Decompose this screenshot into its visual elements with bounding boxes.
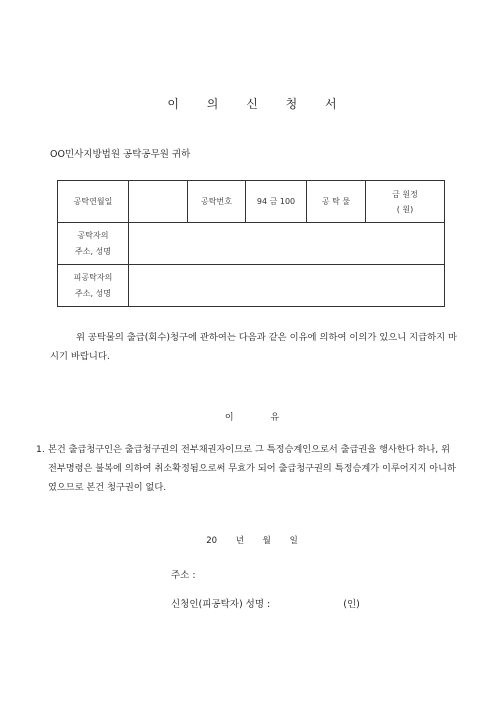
reason-heading-1: 이 bbox=[224, 413, 234, 423]
date-year: 20 bbox=[206, 536, 218, 546]
address-label: 주소 : bbox=[171, 570, 196, 581]
date-year-unit: 년 bbox=[235, 536, 244, 546]
deposit-info-table bbox=[57, 180, 445, 307]
depositee-value bbox=[129, 265, 445, 307]
document-title: 이 의 신 청 서 bbox=[167, 97, 349, 111]
depositor-label-line2: 주소, 성명 bbox=[75, 246, 111, 256]
depositee-label-line1: 피공탁자의 bbox=[73, 272, 113, 282]
amount-sub: ( 원) bbox=[396, 204, 414, 214]
deposit-number-label: 공탁번호 bbox=[188, 181, 246, 223]
table-row bbox=[58, 265, 445, 307]
depositor-value bbox=[129, 223, 445, 265]
table-row bbox=[58, 223, 445, 265]
reason-heading bbox=[0, 410, 504, 423]
date-month: 월 bbox=[262, 536, 271, 546]
depositee-label-line2: 주소, 성명 bbox=[75, 288, 111, 298]
amount-cell bbox=[366, 181, 445, 223]
reason-number: 1. bbox=[36, 444, 45, 455]
deposit-date-value bbox=[129, 181, 188, 223]
table-row bbox=[58, 181, 445, 223]
reason-text: 본건 출급청구인은 출급청구권의 전부채권자이므로 그 특정승계인으로서 출급권을 행사한다 하나, 위 전부명령은 불복에 의하여 취소확정됨으로써 무효가 되어 출급청구권의 특정승계가 이루어지지 아니하였으므로 본건 청구권이 없다. bbox=[48, 444, 456, 493]
applicant-label: 신청인(피공탁자) 성명 : bbox=[171, 599, 271, 610]
reason-heading-2: 유 bbox=[270, 413, 280, 423]
amount-label: 금 원정 bbox=[392, 189, 418, 199]
date-line bbox=[0, 534, 504, 546]
applicant-line bbox=[171, 596, 360, 610]
date-day: 일 bbox=[289, 536, 298, 546]
depositor-label bbox=[58, 223, 129, 265]
deposit-date-label: 공탁연월일 bbox=[58, 181, 129, 223]
depositee-label bbox=[58, 265, 129, 307]
seal-mark: (인) bbox=[343, 599, 360, 610]
request-paragraph: 위 공탁물의 출급(회수)청구에 관하여는 다음과 같은 이유에 의하여 이의가 있으니 지급하지 마시기 바랍니다. bbox=[50, 332, 458, 362]
reason-item bbox=[36, 440, 456, 497]
depositor-label-line1: 공탁자의 bbox=[77, 230, 109, 240]
addressee: OO민사지방법원 공탁공무원 귀하 bbox=[50, 149, 191, 160]
deposit-item-label: 공 탁 물 bbox=[307, 181, 366, 223]
deposit-number-value: 94 금 100 bbox=[246, 181, 307, 223]
